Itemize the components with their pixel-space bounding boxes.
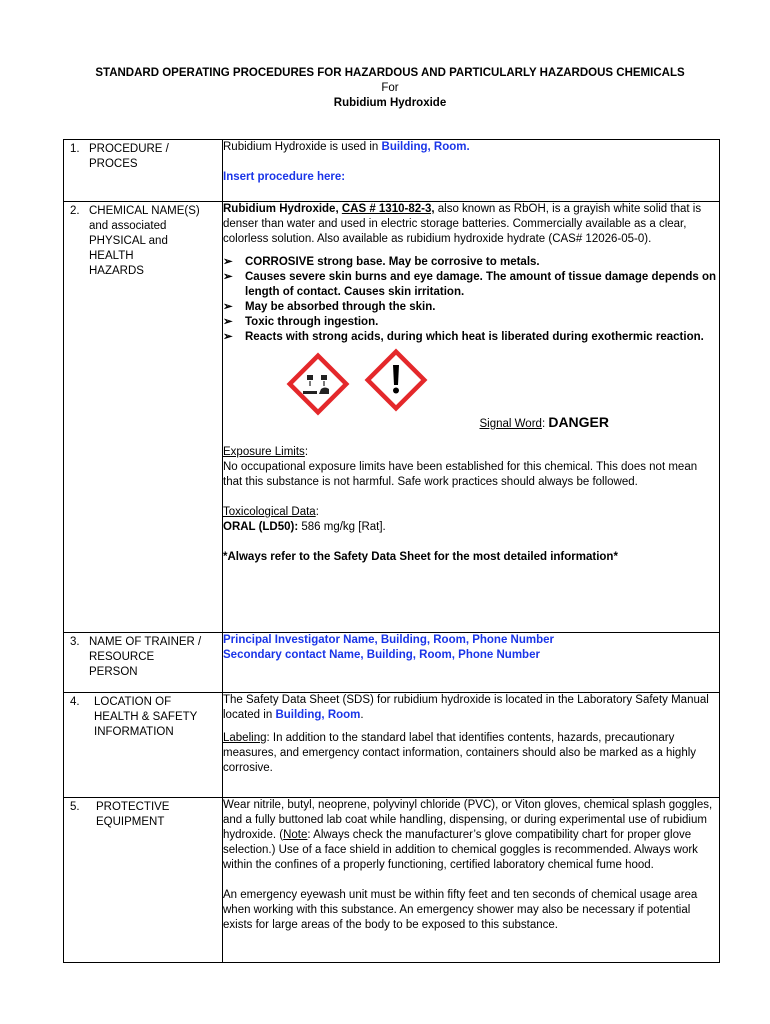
insert-procedure-placeholder[interactable]: Insert procedure here: — [223, 171, 346, 183]
table-row-protective-equipment — [64, 798, 720, 963]
row-label: PROTECTIVE EQUIPMENT — [96, 801, 170, 828]
list-item: ➢ CORROSIVE strong base. May be corrosive to metals. — [223, 256, 540, 268]
sds-location-text: The Safety Data Sheet (SDS) for rubidium hydroxide is located in the Laboratory Safety Manual located in Building, Room. — [223, 694, 709, 721]
exposure-limits-text: No occupational exposure limits have been established for this chemical. This does not mean that this substance is not harmful. Safe work practices should always be followed. — [223, 461, 698, 488]
ghs-pictograms — [223, 345, 719, 415]
arrow-bullet-icon: ➢ — [223, 271, 233, 283]
location-placeholder[interactable]: Building, Room — [275, 709, 361, 721]
content-cell — [223, 693, 720, 798]
sds-reminder: *Always refer to the Safety Data Sheet for the most detailed information* — [223, 551, 618, 563]
list-item: ➢ Reacts with strong acids, during which heat is liberated during exothermic reaction. — [223, 331, 704, 343]
row-number: 2. — [70, 205, 80, 217]
content-cell — [223, 140, 720, 202]
label-cell — [64, 202, 223, 633]
arrow-bullet-icon: ➢ — [223, 301, 233, 313]
toxicological-heading: Toxicological Data: — [223, 506, 319, 518]
table-row-chemical — [64, 202, 720, 633]
chemical-description: Rubidium Hydroxide, CAS # 1310-82-3, also known as RbOH, is a grayish white solid that is denser than water and used in electric storage batteries. Commercially available as a clear, colorless solution. Also available as rubidium hydroxide hydrate (CAS# 12026-05-0). — [223, 203, 702, 245]
oral-ld50: ORAL (LD50): 586 mg/kg [Rat]. — [223, 521, 386, 533]
row-number: 3. — [70, 636, 80, 648]
ppe-text: Wear nitrile, butyl, neoprene, polyvinyl chloride (PVC), or Viton gloves, chemical splash goggles, and a fully buttoned lab coat while handling, dispensing, or during experimental use of rubidium hydroxide. (Note: Always check the manufacturer’s glove compatibility chart for proper glove selection.) Use of a face shield in addition to chemical goggles is recommended. Always work within the confines of a properly functioning, certified laboratory chemical fume hood. — [223, 799, 713, 871]
table-row-trainer — [64, 633, 720, 693]
signal-word-row: Signal Word: DANGER — [479, 414, 609, 430]
signal-word: DANGER — [548, 414, 609, 430]
chemical-name-heading: Rubidium Hydroxide — [333, 97, 447, 109]
document-header — [60, 66, 720, 111]
hazard-list — [223, 255, 719, 345]
exclamation-pictogram-icon — [363, 347, 429, 413]
list-item: ➢ May be absorbed through the skin. — [223, 301, 436, 313]
table-row-procedure — [64, 140, 720, 202]
labeling-text: Labeling: In addition to the standard label that identifies contents, hazards, precautionary measures, and emergency contact information, containers should also be marked as a highly corrosive. — [223, 732, 697, 774]
row-label: NAME OF TRAINER / RESOURCE PERSON — [89, 636, 202, 678]
list-item: ➢ Toxic through ingestion. — [223, 316, 379, 328]
arrow-bullet-icon: ➢ — [223, 331, 233, 343]
for-label: For — [381, 82, 399, 94]
list-item: ➢ Causes severe skin burns and eye damage. The amount of tissue damage depends on length of contact. Causes skin irritation. — [223, 271, 717, 298]
signal-word-label: Signal Word — [479, 418, 542, 430]
label-cell — [64, 633, 223, 693]
row-label: CHEMICAL NAME(S) and associated PHYSICAL and HEALTH HAZARDS — [89, 205, 200, 277]
exposure-limits-heading: Exposure Limits: — [223, 446, 309, 458]
label-cell — [64, 140, 223, 202]
secondary-contact-placeholder[interactable]: Secondary contact Name, Building, Room, Phone Number — [223, 649, 540, 661]
table-row-location — [64, 693, 720, 798]
label-cell — [64, 693, 223, 798]
procedure-intro: Rubidium Hydroxide is used in Building, Room. — [223, 141, 470, 153]
label-cell — [64, 798, 223, 963]
content-cell — [223, 798, 720, 963]
cas-number: CAS # 1310-82-3, — [341, 203, 435, 215]
corrosion-pictogram-icon — [285, 351, 351, 417]
arrow-bullet-icon: ➢ — [223, 256, 233, 268]
content-cell — [223, 633, 720, 693]
content-cell — [223, 202, 720, 633]
row-label: LOCATION OF HEALTH & SAFETY INFORMATION — [94, 696, 198, 738]
primary-contact-placeholder[interactable]: Principal Investigator Name, Building, Room, Phone Number — [223, 634, 554, 646]
location-placeholder[interactable]: Building, Room — [381, 141, 467, 153]
row-number: 1. — [70, 143, 80, 155]
arrow-bullet-icon: ➢ — [223, 316, 233, 328]
eyewash-text: An emergency eyewash unit must be within fifty feet and ten seconds of chemical usage area when working with this substance. An emergency shower may also be necessary if potential exists for large areas of the body to be exposed to this substance. — [223, 889, 698, 931]
row-number: 5. — [70, 801, 80, 813]
row-label: PROCEDURE / PROCES — [89, 143, 169, 170]
row-number: 4. — [70, 696, 80, 708]
sop-table — [63, 139, 720, 963]
document-title: STANDARD OPERATING PROCEDURES FOR HAZARDOUS AND PARTICULARLY HAZARDOUS CHEMICALS — [95, 67, 685, 79]
